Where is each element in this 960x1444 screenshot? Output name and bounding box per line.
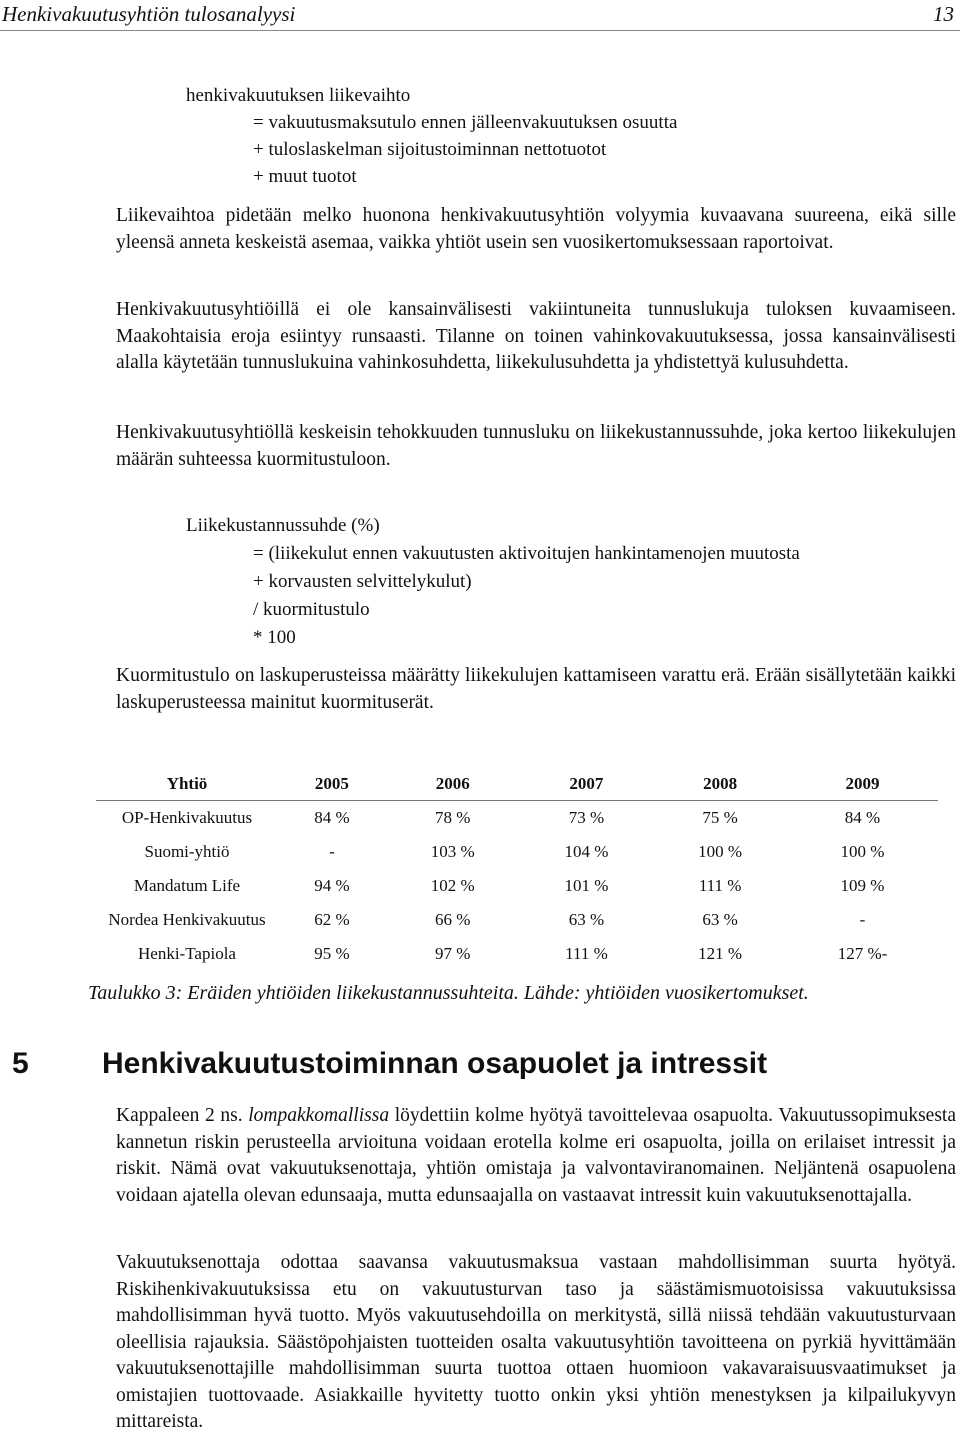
table-cell: 111 %: [698, 876, 742, 895]
table-cell: 95 %: [314, 944, 350, 963]
table-cell: 104 %: [564, 842, 609, 861]
table-cell: 121 %: [698, 944, 743, 963]
table-cell: Mandatum Life: [133, 876, 241, 895]
page-header: [0, 0, 960, 31]
formula-line: + tuloslaskelman sijoitustoiminnan nettotuotot: [253, 139, 607, 160]
paragraph: [116, 1103, 956, 1209]
italic-term: lompakkomallissa: [248, 1105, 390, 1126]
paragraph-text: Kappaleen 2 ns.: [116, 1105, 249, 1126]
paragraph: Henkivakuutusyhtiöllä keskeisin tehokkuuden tunnusluku on liikekustannussuhde, joka kertoo liikekulujen määrän suhteessa kuormitustuloon.: [116, 422, 956, 470]
table-cell: 73 %: [568, 808, 605, 827]
section-heading: Henkivakuutustoiminnan osapuolet ja intressit: [102, 1047, 768, 1080]
table-cell: 78 %: [434, 808, 471, 827]
column-header: 2007: [520, 768, 654, 801]
column-header: 2005: [278, 768, 386, 801]
formula-line: Liikekustannussuhde (%): [186, 515, 380, 536]
paragraph: Liikevaihtoa pidetään melko huonona henkivakuutusyhtiön volyymia kuvaavana suureena, eikä sille yleensä anneta keskeistä asemaa, vaikka yhtiöt usein sen vuosikertomuksessaan raportoivat.: [116, 205, 956, 253]
table-cell: 127 %-: [837, 944, 888, 963]
table-cell: Henki-Tapiola: [138, 944, 236, 963]
table-cell: 100 %: [840, 842, 885, 861]
paragraph: Henkivakuutusyhtiöillä ei ole kansainvälisesti vakiintuneita tunnuslukuja tuloksen kuvaamiseen. Maakohtaisia eroja esiintyy runsaasti. Tilanne on toinen vahinkovakuutuksessa, jossa kansainvälisesti alalla käytetään tunnuslukuina vahinkosuhdetta, liikekulusuhdetta ja yhdistettyä kulusuhdetta.: [116, 299, 956, 373]
table-row: [96, 801, 938, 836]
table-cell: 75 %: [702, 808, 738, 827]
page-number: 13: [933, 2, 954, 26]
table-cell: 94 %: [314, 876, 350, 895]
column-header: 2009: [787, 768, 938, 801]
table-cell: Nordea Henkivakuutus: [108, 910, 266, 929]
formula-line: / kuormitustulo: [253, 599, 370, 620]
table-row: [96, 869, 938, 903]
table-header-row: [96, 768, 938, 801]
table-cell: 103 %: [430, 842, 475, 861]
formula-line: = (liikekulut ennen vakuutusten aktivoitujen hankintamenojen muutosta: [253, 543, 800, 564]
section-number: 5: [12, 1047, 29, 1080]
table-cell: 63 %: [702, 910, 738, 929]
column-header: Yhtiö: [96, 768, 278, 801]
formula-liikevaihto: [186, 82, 677, 190]
paragraph: Kuormitustulo on laskuperusteissa määrätty liikekulujen kattamiseen varattu erä. Erään sisällytetään kaikki laskuperusteessa mainitut kuormituserät.: [116, 665, 956, 713]
column-header: 2006: [386, 768, 520, 801]
table-cell: 84 %: [314, 808, 350, 827]
formula-liikekustannussuhde: [186, 512, 800, 652]
formula-line: + muut tuotot: [253, 166, 357, 187]
table-cell: -: [859, 910, 866, 929]
formula-line: * 100: [253, 627, 296, 648]
table-cell: 111 %: [565, 944, 608, 963]
table-cell: 63 %: [568, 910, 605, 929]
table-cell: 101 %: [564, 876, 609, 895]
formula-line: henkivakuutuksen liikevaihto: [186, 85, 411, 106]
table-cell: 84 %: [844, 808, 881, 827]
table-row: [96, 937, 938, 971]
column-header: 2008: [653, 768, 787, 801]
paragraph: Vakuutuksenottaja odottaa saavansa vakuutusmaksua vastaan mahdollisimman suurta hyötyä. Riskihenkivakuutuksissa etu on vakuutusturvan taso ja säästämismuotoisissa vakuutuksissa mahdollisimman hyvä tuotto. Myös vakuutusehdoilla on merkitystä, sillä niissä tehdään vakuutusturvaan oleellisia rajauksia. Säästöpohjaisten tuotteiden osalta vakuutusyhtiön tavoitteena on pyrkiä hyvittämään vakuutuksenottajille mahdollisimman suurta tuottoa ottaen huomioon vakavaraisuusvaatimukset ja omistajien tuottovaade. Asiakkaille hyvitetty tuotto onkin yksi yhtiön menestyksen ja kilpailukyvyn mittareista.: [116, 1252, 956, 1432]
table-row: [96, 835, 938, 869]
table-cell: 62 %: [314, 910, 350, 929]
table-cell: OP-Henkivakuutus: [121, 808, 253, 827]
table-cell: 109 %: [840, 876, 885, 895]
table-cell: 100 %: [698, 842, 743, 861]
table-cell: 102 %: [430, 876, 475, 895]
table-cell: 66 %: [434, 910, 471, 929]
formula-line: = vakuutusmaksutulo ennen jälleenvakuutuksen osuutta: [253, 112, 678, 133]
table-row: [96, 903, 938, 937]
table-cell: -: [329, 842, 335, 861]
running-title: Henkivakuutusyhtiön tulosanalyysi: [2, 2, 296, 26]
table-cell: 97 %: [434, 944, 471, 963]
table-cell: Suomi-yhtiö: [144, 842, 230, 861]
formula-line: + korvausten selvittelykulut): [253, 571, 472, 592]
paragraph-text: löydettiin kolme hyötyä tavoittelevaa osapuolta. Vakuutussopimuksesta kannetun riskin perusteella arvioituna voidaan erotella kolme eri osapuolta, joilla on erilaiset intressit ja riskit. Nämä ovat vakuutuksenottaja, yhtiön omistaja ja valvontaviranomainen. Neljäntenä osapuolena voidaan ajatella olevan edunsaaja, mutta edunsaajalla on vastaavat intressit kuin vakuutuksenottajalla.: [116, 1105, 956, 1206]
table-caption: Taulukko 3: Eräiden yhtiöiden liikekustannussuhteita. Lähde: yhtiöiden vuosikertomukset.: [88, 982, 809, 1004]
expense-ratio-table: [96, 768, 938, 971]
